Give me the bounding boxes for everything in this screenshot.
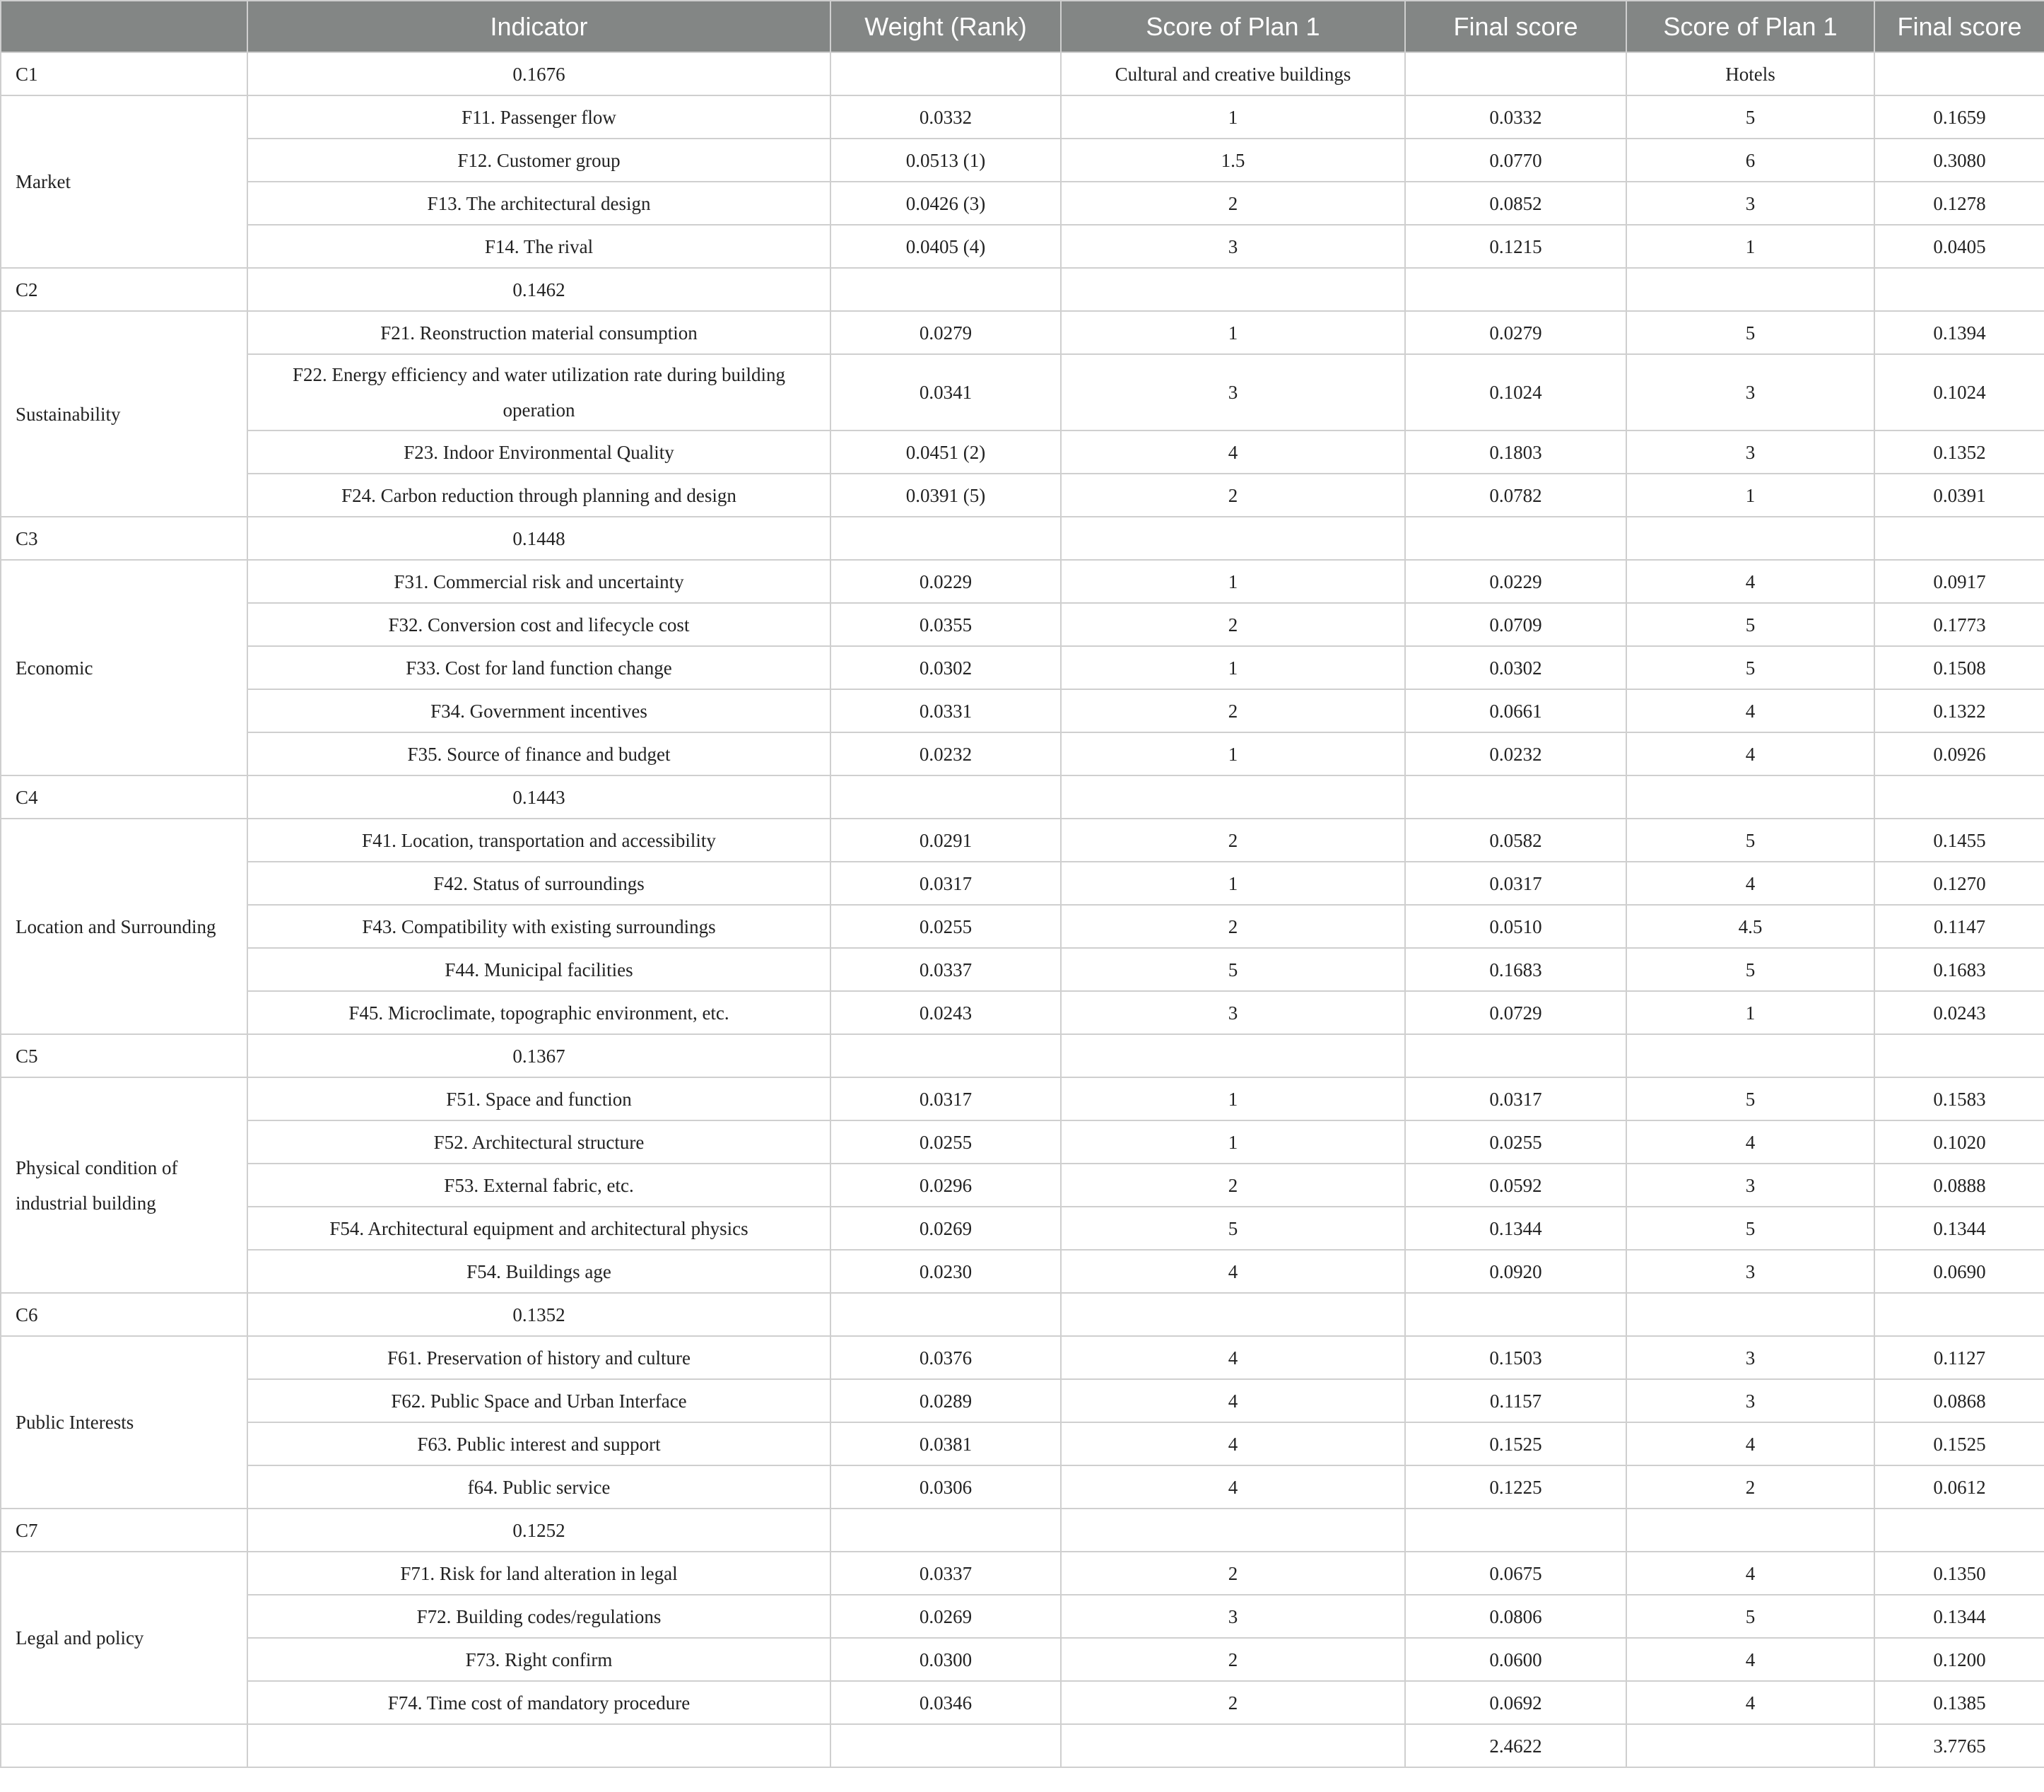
totals-row: [1, 1724, 2044, 1767]
indicator-cell: F24. Carbon reduction through planning and design: [247, 474, 830, 517]
plan-b-final-cell: 0.1127: [1874, 1336, 2044, 1379]
plan-a-final-cell: 0.0920: [1405, 1250, 1626, 1293]
table-row: [1, 1681, 2044, 1724]
header-row: [1, 1, 2044, 52]
plan-a-final-cell: 0.0302: [1405, 646, 1626, 689]
table-body: [1, 52, 2044, 1767]
indicator-cell: F21. Reonstruction material consumption: [247, 311, 830, 354]
plan-b-type: [1626, 517, 1874, 560]
plan-a-final-cell: 0.0582: [1405, 819, 1626, 862]
plan-a-score-cell: 3: [1061, 354, 1405, 431]
table-row: [1, 1638, 2044, 1681]
header-indicator: Indicator: [247, 1, 830, 52]
weight-cell: 0.0269: [830, 1595, 1061, 1638]
indicator-cell: F51. Space and function: [247, 1077, 830, 1120]
table-row: [1, 474, 2044, 517]
plan-b-score-cell: 5: [1626, 95, 1874, 139]
weight-cell: 0.0391 (5): [830, 474, 1061, 517]
criterion-blank: [830, 1034, 1061, 1077]
indicator-cell: F14. The rival: [247, 225, 830, 268]
weight-cell: 0.0346: [830, 1681, 1061, 1724]
plan-a-score-cell: 4: [1061, 1250, 1405, 1293]
table-row: [1, 1077, 2044, 1120]
weight-cell: 0.0317: [830, 1077, 1061, 1120]
plan-a-score-cell: 1: [1061, 732, 1405, 775]
weight-cell: 0.0291: [830, 819, 1061, 862]
plan-a-type: [1061, 1293, 1405, 1336]
plan-a-score-cell: 2: [1061, 603, 1405, 646]
indicator-cell: F74. Time cost of mandatory procedure: [247, 1681, 830, 1724]
plan-a-final-cell: 0.0692: [1405, 1681, 1626, 1724]
plan-b-final-cell: 0.1322: [1874, 689, 2044, 732]
criterion-weight: 0.1252: [247, 1509, 830, 1552]
plan-a-score-cell: 5: [1061, 1207, 1405, 1250]
weight-cell: 0.0230: [830, 1250, 1061, 1293]
criterion-blank: [1405, 1293, 1626, 1336]
criterion-row: [1, 1293, 2044, 1336]
plan-a-score-cell: 2: [1061, 689, 1405, 732]
plan-a-score-cell: 1: [1061, 311, 1405, 354]
plan-b-final-cell: 0.1344: [1874, 1207, 2044, 1250]
plan-b-score-cell: 1: [1626, 474, 1874, 517]
plan-a-final-cell: 0.1024: [1405, 354, 1626, 431]
plan-b-score-cell: 3: [1626, 182, 1874, 225]
plan-a-score-cell: 3: [1061, 991, 1405, 1034]
plan-a-final-cell: 0.0592: [1405, 1164, 1626, 1207]
header-blank: [1, 1, 247, 52]
plan-b-final-cell: 0.0888: [1874, 1164, 2044, 1207]
criterion-blank: [830, 1293, 1061, 1336]
weight-cell: 0.0232: [830, 732, 1061, 775]
weight-cell: 0.0337: [830, 948, 1061, 991]
plan-b-final-cell: 0.1200: [1874, 1638, 2044, 1681]
table-row: [1, 948, 2044, 991]
header-final-score-b: Final score: [1874, 1, 2044, 52]
totals-blank: [1, 1724, 247, 1767]
plan-b-final-cell: 0.0917: [1874, 560, 2044, 603]
header-weight-rank: Weight (Rank): [830, 1, 1061, 52]
criterion-row: [1, 517, 2044, 560]
plan-b-final-cell: 0.1270: [1874, 862, 2044, 905]
plan-a-final-cell: 0.0510: [1405, 905, 1626, 948]
plan-b-score-cell: 4.5: [1626, 905, 1874, 948]
table-row: [1, 689, 2044, 732]
plan-a-score-cell: 4: [1061, 1465, 1405, 1509]
table-row: [1, 603, 2044, 646]
plan-a-score-cell: 1: [1061, 560, 1405, 603]
criterion-blank: [1874, 268, 2044, 311]
plan-b-final-cell: 0.1147: [1874, 905, 2044, 948]
table-row: [1, 646, 2044, 689]
totals-blank: [830, 1724, 1061, 1767]
criterion-blank: [1405, 775, 1626, 819]
weight-cell: 0.0355: [830, 603, 1061, 646]
weight-cell: 0.0243: [830, 991, 1061, 1034]
weight-cell: 0.0279: [830, 311, 1061, 354]
indicator-cell: F11. Passenger flow: [247, 95, 830, 139]
plan-b-final-cell: 0.1024: [1874, 354, 2044, 431]
criterion-blank: [1405, 52, 1626, 95]
plan-a-final-cell: 0.0806: [1405, 1595, 1626, 1638]
weight-cell: 0.0332: [830, 95, 1061, 139]
plan-a-final-cell: 0.0782: [1405, 474, 1626, 517]
indicator-cell: F72. Building codes/regulations: [247, 1595, 830, 1638]
criterion-name: Economic: [1, 560, 247, 775]
plan-b-final-cell: 0.0926: [1874, 732, 2044, 775]
plan-b-score-cell: 5: [1626, 819, 1874, 862]
plan-a-final-cell: 0.0661: [1405, 689, 1626, 732]
plan-a-final-cell: 0.1503: [1405, 1336, 1626, 1379]
weight-cell: 0.0255: [830, 905, 1061, 948]
table-row: [1, 431, 2044, 474]
criterion-weight: 0.1443: [247, 775, 830, 819]
weight-cell: 0.0513 (1): [830, 139, 1061, 182]
criterion-blank: [1405, 1509, 1626, 1552]
indicator-cell: F62. Public Space and Urban Interface: [247, 1379, 830, 1422]
criterion-blank: [830, 775, 1061, 819]
weight-cell: 0.0337: [830, 1552, 1061, 1595]
header-final-score-a: Final score: [1405, 1, 1626, 52]
plan-b-final-cell: 0.1385: [1874, 1681, 2044, 1724]
plan-a-final-cell: 0.1803: [1405, 431, 1626, 474]
plan-a-final-cell: 0.0852: [1405, 182, 1626, 225]
plan-b-score-cell: 4: [1626, 1120, 1874, 1164]
table-row: [1, 354, 2044, 431]
totals-blank: [1061, 1724, 1405, 1767]
weight-cell: 0.0341: [830, 354, 1061, 431]
weight-cell: 0.0331: [830, 689, 1061, 732]
indicator-cell: F32. Conversion cost and lifecycle cost: [247, 603, 830, 646]
criterion-blank: [1874, 1293, 2044, 1336]
plan-b-score-cell: 4: [1626, 1552, 1874, 1595]
plan-a-final-cell: 0.0317: [1405, 1077, 1626, 1120]
plan-a-final-cell: 0.1215: [1405, 225, 1626, 268]
plan-a-final-cell: 0.0675: [1405, 1552, 1626, 1595]
plan-b-final-cell: 0.1525: [1874, 1422, 2044, 1465]
criterion-code: C4: [1, 775, 247, 819]
plan-a-type: [1061, 775, 1405, 819]
indicator-cell: F43. Compatibility with existing surroundings: [247, 905, 830, 948]
plan-b-final-cell: 0.1583: [1874, 1077, 2044, 1120]
indicator-cell: F33. Cost for land function change: [247, 646, 830, 689]
indicator-cell: F41. Location, transportation and accessibility: [247, 819, 830, 862]
criterion-name: Physical condition of industrial building: [1, 1077, 247, 1293]
criterion-code: C6: [1, 1293, 247, 1336]
plan-a-final-cell: 0.0232: [1405, 732, 1626, 775]
criterion-blank: [1874, 52, 2044, 95]
plan-a-final-cell: 0.0332: [1405, 95, 1626, 139]
plan-a-final-cell: 0.1344: [1405, 1207, 1626, 1250]
plan-b-score-cell: 5: [1626, 603, 1874, 646]
plan-a-final-cell: 0.0600: [1405, 1638, 1626, 1681]
plan-b-final-cell: 0.1455: [1874, 819, 2044, 862]
plan-a-score-cell: 1: [1061, 1077, 1405, 1120]
criterion-name: Market: [1, 95, 247, 268]
plan-a-score-cell: 3: [1061, 1595, 1405, 1638]
criterion-code: C5: [1, 1034, 247, 1077]
indicator-cell: F13. The architectural design: [247, 182, 830, 225]
table-row: [1, 905, 2044, 948]
plan-a-score-cell: 4: [1061, 1379, 1405, 1422]
header-score-plan-b: Score of Plan 1: [1626, 1, 1874, 52]
plan-b-score-cell: 4: [1626, 1422, 1874, 1465]
criterion-blank: [830, 1509, 1061, 1552]
indicator-cell: F31. Commercial risk and uncertainty: [247, 560, 830, 603]
weight-cell: 0.0376: [830, 1336, 1061, 1379]
plan-a-final-cell: 0.0255: [1405, 1120, 1626, 1164]
plan-a-final-cell: 0.1525: [1405, 1422, 1626, 1465]
plan-a-score-cell: 2: [1061, 1638, 1405, 1681]
indicator-cell: F34. Government incentives: [247, 689, 830, 732]
plan-b-final-cell: 0.0690: [1874, 1250, 2044, 1293]
plan-b-score-cell: 6: [1626, 139, 1874, 182]
plan-a-score-cell: 4: [1061, 431, 1405, 474]
table-row: [1, 991, 2044, 1034]
table-row: [1, 1207, 2044, 1250]
plan-b-final-cell: 0.1773: [1874, 603, 2044, 646]
indicator-cell: F12. Customer group: [247, 139, 830, 182]
criterion-weight: 0.1367: [247, 1034, 830, 1077]
plan-b-final-cell: 0.1394: [1874, 311, 2044, 354]
weight-cell: 0.0306: [830, 1465, 1061, 1509]
plan-a-final-cell: 0.0729: [1405, 991, 1626, 1034]
plan-b-score-cell: 1: [1626, 225, 1874, 268]
criterion-weight: 0.1462: [247, 268, 830, 311]
table-row: [1, 1336, 2044, 1379]
indicator-cell: F54. Architectural equipment and architectural physics: [247, 1207, 830, 1250]
plan-b-final-cell: 0.3080: [1874, 139, 2044, 182]
criterion-blank: [1874, 517, 2044, 560]
table-row: [1, 732, 2044, 775]
plan-b-final-cell: 0.1683: [1874, 948, 2044, 991]
weight-cell: 0.0255: [830, 1120, 1061, 1164]
plan-b-final-cell: 0.1344: [1874, 1595, 2044, 1638]
plan-a-score-cell: 1: [1061, 95, 1405, 139]
plan-a-score-cell: 2: [1061, 1681, 1405, 1724]
plan-a-final-cell: 0.0770: [1405, 139, 1626, 182]
table-row: [1, 1120, 2044, 1164]
weight-cell: 0.0229: [830, 560, 1061, 603]
criterion-code: C1: [1, 52, 247, 95]
plan-b-score-cell: 5: [1626, 311, 1874, 354]
criterion-blank: [1874, 1034, 2044, 1077]
plan-a-score-cell: 3: [1061, 225, 1405, 268]
weight-cell: 0.0269: [830, 1207, 1061, 1250]
plan-b-score-cell: 3: [1626, 1164, 1874, 1207]
plan-a-type: [1061, 517, 1405, 560]
weight-cell: 0.0451 (2): [830, 431, 1061, 474]
indicator-cell: F73. Right confirm: [247, 1638, 830, 1681]
table-row: [1, 311, 2044, 354]
plan-b-type: Hotels: [1626, 52, 1874, 95]
criterion-blank: [1874, 1509, 2044, 1552]
criterion-row: [1, 52, 2044, 95]
plan-b-final-cell: 0.1020: [1874, 1120, 2044, 1164]
criterion-code: C7: [1, 1509, 247, 1552]
indicator-cell: F44. Municipal facilities: [247, 948, 830, 991]
criterion-row: [1, 268, 2044, 311]
plan-b-final-cell: 0.1508: [1874, 646, 2044, 689]
plan-b-final-cell: 0.0612: [1874, 1465, 2044, 1509]
plan-a-score-cell: 2: [1061, 1164, 1405, 1207]
criterion-name: Public Interests: [1, 1336, 247, 1509]
plan-b-score-cell: 3: [1626, 431, 1874, 474]
plan-b-score-cell: 5: [1626, 1595, 1874, 1638]
plan-b-final-cell: 0.0391: [1874, 474, 2044, 517]
header-score-plan-a: Score of Plan 1: [1061, 1, 1405, 52]
table-row: [1, 1465, 2044, 1509]
plan-b-final-cell: 0.0243: [1874, 991, 2044, 1034]
plan-a-final-cell: 0.1225: [1405, 1465, 1626, 1509]
table-row: [1, 225, 2044, 268]
plan-b-score-cell: 4: [1626, 862, 1874, 905]
criterion-blank: [830, 268, 1061, 311]
plan-b-type: [1626, 1293, 1874, 1336]
plan-b-score-cell: 3: [1626, 1336, 1874, 1379]
plan-a-final-cell: 0.0279: [1405, 311, 1626, 354]
plan-b-final-cell: 0.1278: [1874, 182, 2044, 225]
indicator-cell: F45. Microclimate, topographic environment, etc.: [247, 991, 830, 1034]
plan-b-score-cell: 5: [1626, 948, 1874, 991]
criterion-weight: 0.1448: [247, 517, 830, 560]
plan-b-score-cell: 3: [1626, 354, 1874, 431]
plan-b-score-cell: 4: [1626, 732, 1874, 775]
criterion-blank: [1874, 775, 2044, 819]
criterion-blank: [1405, 268, 1626, 311]
plan-b-final-cell: 0.0868: [1874, 1379, 2044, 1422]
plan-b-score-cell: 5: [1626, 646, 1874, 689]
plan-b-score-cell: 1: [1626, 991, 1874, 1034]
table-row: [1, 1250, 2044, 1293]
indicator-cell: F42. Status of surroundings: [247, 862, 830, 905]
plan-a-score-cell: 1: [1061, 1120, 1405, 1164]
plan-a-score-cell: 2: [1061, 819, 1405, 862]
plan-a-score-cell: 1.5: [1061, 139, 1405, 182]
criterion-code: C2: [1, 268, 247, 311]
criterion-code: C3: [1, 517, 247, 560]
plan-b-type: [1626, 1509, 1874, 1552]
plan-a-type: Cultural and creative buildings: [1061, 52, 1405, 95]
plan-b-type: [1626, 268, 1874, 311]
criterion-blank: [1405, 1034, 1626, 1077]
criterion-blank: [1405, 517, 1626, 560]
plan-b-score-cell: 5: [1626, 1077, 1874, 1120]
criterion-row: [1, 775, 2044, 819]
weight-cell: 0.0381: [830, 1422, 1061, 1465]
criterion-name: Sustainability: [1, 311, 247, 517]
weight-cell: 0.0405 (4): [830, 225, 1061, 268]
criterion-blank: [830, 517, 1061, 560]
table-row: [1, 182, 2044, 225]
indicator-cell: F53. External fabric, etc.: [247, 1164, 830, 1207]
criterion-name: Legal and policy: [1, 1552, 247, 1724]
plan-b-final-cell: 0.1659: [1874, 95, 2044, 139]
table-row: [1, 560, 2044, 603]
criterion-row: [1, 1034, 2044, 1077]
plan-a-total: 2.4622: [1405, 1724, 1626, 1767]
criterion-row: [1, 1509, 2044, 1552]
plan-b-final-cell: 0.1352: [1874, 431, 2044, 474]
table-row: [1, 1552, 2044, 1595]
plan-a-final-cell: 0.0229: [1405, 560, 1626, 603]
weight-cell: 0.0289: [830, 1379, 1061, 1422]
weight-cell: 0.0300: [830, 1638, 1061, 1681]
totals-blank: [247, 1724, 830, 1767]
table-row: [1, 1595, 2044, 1638]
plan-a-score-cell: 4: [1061, 1422, 1405, 1465]
plan-b-score-cell: 4: [1626, 689, 1874, 732]
plan-b-score-cell: 3: [1626, 1379, 1874, 1422]
criterion-weight: 0.1676: [247, 52, 830, 95]
table-row: [1, 1164, 2044, 1207]
plan-b-type: [1626, 775, 1874, 819]
weight-cell: 0.0302: [830, 646, 1061, 689]
plan-b-score-cell: 5: [1626, 1207, 1874, 1250]
plan-a-type: [1061, 1509, 1405, 1552]
plan-b-final-cell: 0.1350: [1874, 1552, 2044, 1595]
plan-a-score-cell: 2: [1061, 1552, 1405, 1595]
plan-b-score-cell: 4: [1626, 1681, 1874, 1724]
plan-a-score-cell: 2: [1061, 474, 1405, 517]
plan-a-score-cell: 5: [1061, 948, 1405, 991]
plan-b-total: 3.7765: [1874, 1724, 2044, 1767]
plan-b-final-cell: 0.0405: [1874, 225, 2044, 268]
plan-a-type: [1061, 1034, 1405, 1077]
plan-a-type: [1061, 268, 1405, 311]
plan-a-final-cell: 0.1157: [1405, 1379, 1626, 1422]
totals-blank: [1626, 1724, 1874, 1767]
plan-a-final-cell: 0.0709: [1405, 603, 1626, 646]
indicator-cell: F22. Energy efficiency and water utilization rate during building operation: [247, 354, 830, 431]
table-row: [1, 95, 2044, 139]
weight-cell: 0.0296: [830, 1164, 1061, 1207]
plan-b-score-cell: 4: [1626, 1638, 1874, 1681]
plan-a-final-cell: 0.0317: [1405, 862, 1626, 905]
indicator-cell: F52. Architectural structure: [247, 1120, 830, 1164]
table-row: [1, 1379, 2044, 1422]
indicator-cell: F61. Preservation of history and culture: [247, 1336, 830, 1379]
plan-b-score-cell: 3: [1626, 1250, 1874, 1293]
indicator-cell: F71. Risk for land alteration in legal: [247, 1552, 830, 1595]
plan-a-score-cell: 1: [1061, 646, 1405, 689]
plan-a-score-cell: 1: [1061, 862, 1405, 905]
weight-cell: 0.0317: [830, 862, 1061, 905]
weight-cell: 0.0426 (3): [830, 182, 1061, 225]
table-row: [1, 139, 2044, 182]
plan-a-score-cell: 2: [1061, 905, 1405, 948]
plan-a-score-cell: 2: [1061, 182, 1405, 225]
indicator-cell: F35. Source of finance and budget: [247, 732, 830, 775]
plan-b-score-cell: 4: [1626, 560, 1874, 603]
plan-b-score-cell: 2: [1626, 1465, 1874, 1509]
table-row: [1, 819, 2044, 862]
table-row: [1, 862, 2044, 905]
criterion-blank: [830, 52, 1061, 95]
plan-a-final-cell: 0.1683: [1405, 948, 1626, 991]
indicator-cell: F23. Indoor Environmental Quality: [247, 431, 830, 474]
indicator-cell: F63. Public interest and support: [247, 1422, 830, 1465]
indicator-cell: f64. Public service: [247, 1465, 830, 1509]
plan-b-type: [1626, 1034, 1874, 1077]
criterion-name: Location and Surrounding: [1, 819, 247, 1034]
table-row: [1, 1422, 2044, 1465]
criterion-weight: 0.1352: [247, 1293, 830, 1336]
indicator-cell: F54. Buildings age: [247, 1250, 830, 1293]
plan-a-score-cell: 4: [1061, 1336, 1405, 1379]
